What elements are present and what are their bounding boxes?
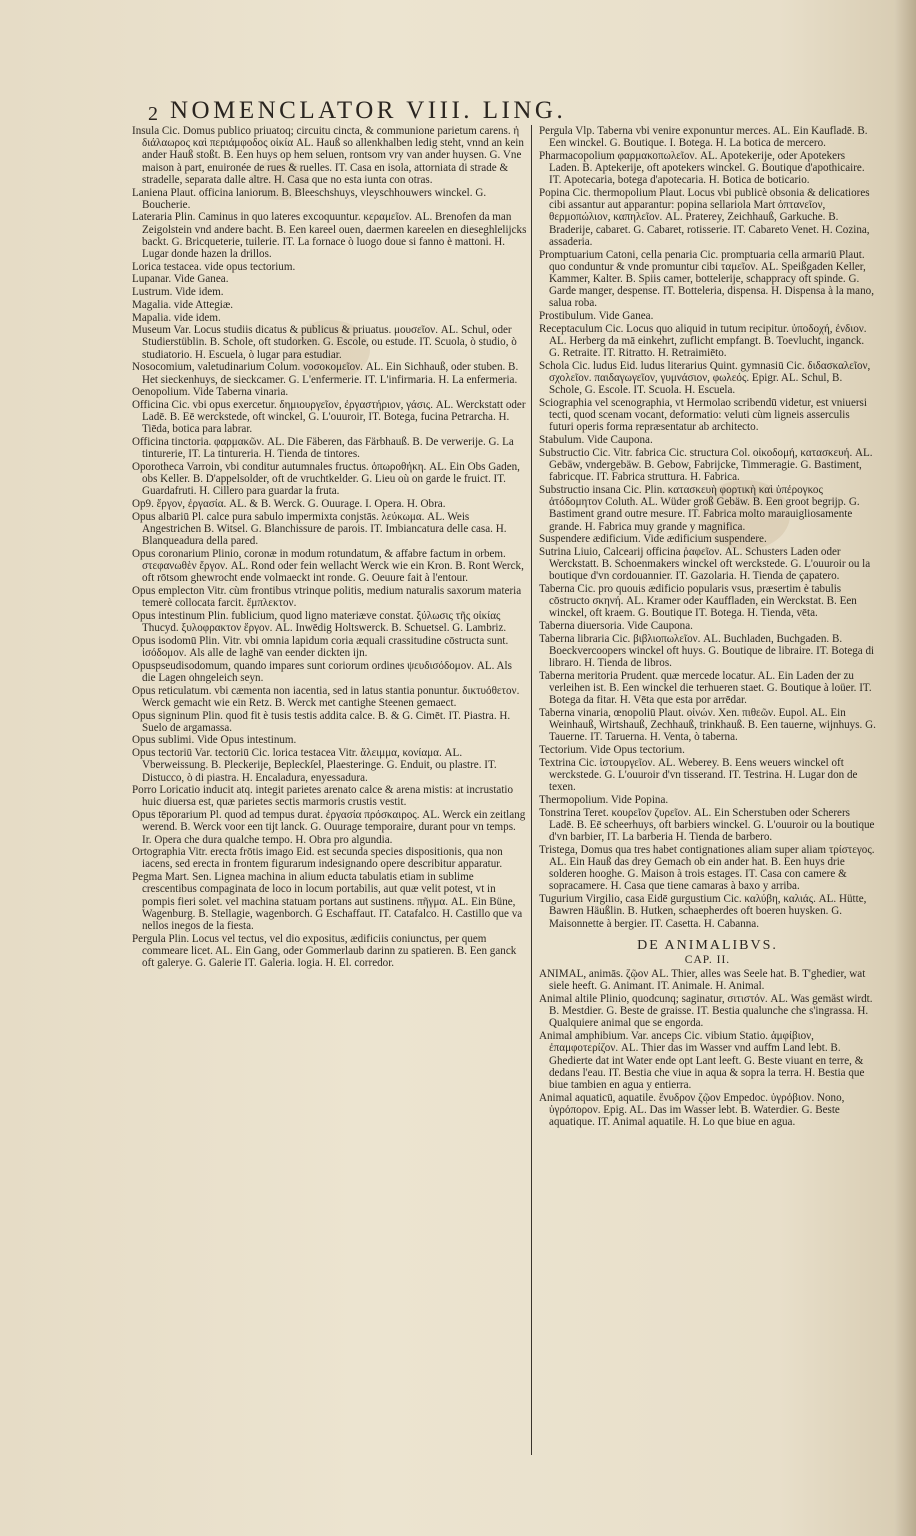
dictionary-entry: Popina Cic. thermopolium Plaut. Locus vbi publicè obsonia & delicatiores cibi assantur aut apparantur: popina sellariola Mart ὀπτανεῖον, θερμοπώλιον, καπηλεῖον. AL. Praterey, Zeichhauß, Garkuche. B. Braderije, cabaret. G. Cabaret, rotisserie. IT. Cabareto Venet. H. Cozina, assaderia. [539, 187, 870, 248]
dictionary-entry: Animal amphibium. Var. anceps Cic. vibium Statio. ἀμφίβιον, ἐπαμφοτερίζον. AL. Thier das im Wasser vnd auffm Land lebt. B. Ghedierte dat int Water ende opt Lant leeft. G. Beste viuant en terre, & dedans l'eau. IT. Bestia che viue in aqua & sopra la terra. H. Bestia que biue tambien en agua y entierra. [539, 1030, 865, 1091]
dictionary-entry: Taberna Cic. pro quouis ædificio popularis vsus, præsertim è tabulis cōstructo σκηνή. AL. Kramer oder Kauffladen, ein Werckstat. B. Een winckel, oft kraem. G. Boutique IT. Botega. H. Tienda, vēta. [539, 583, 857, 620]
right-entries-after [539, 968, 876, 1128]
dictionary-entry: Opus tēporarium Pl. quod ad tempus durat. ἐργασία πρόσκαιρος. AL. Werck ein zeitlang werend. B. Werck voor een tijt lanck. G. Ouurage temporaire, durant pour vn temps. Ir. Opera che dura qualche tempo. H. Obra pro algundia. [132, 809, 526, 846]
dictionary-entry: Taberna diuersoria. Vide Caupona. [539, 620, 693, 633]
dictionary-entry: Officina Cic. vbi opus exercetur. δημιουργεῖον, ἐργαστήριον, γάσις. AL. Werckstatt oder Ladē. B. Eē werckstede, oft winckel, G. L'ouuroir, IT. Botega, fucina Petrarcha. H. Tiēda, botica para labrar. [132, 398, 526, 436]
dictionary-entry: ANIMAL, animās. ζῷον AL. Thier, alles was Seele hat. B. T'ghedier, wat siele heeft. G. Animant. IT. Animale. H. Animal. [539, 968, 866, 993]
dictionary-entry: Taberna meritoria Prudent. quæ mercede locatur. AL. Ein Laden der zu verleihen ist. B. Een winckel die terhueren staet. G. Boutique à loüer. IT. Botega da fitar. H. Vēta que esta por arrēdar. [539, 669, 872, 707]
page-number: 2 [148, 103, 158, 125]
dictionary-entry: Insula Cic. Domus publico priuatoq; circuitu cincta, & communione parietum carens. ἡ διάλαωρος καὶ περιάμφοδος οἰκία AL. Hauß so allenkhalben ledig steht, vnnd an kein ander Hauß stoßt. B. Een huys op hem seluen, rontsom vry van ander huysen. G. Vne maison à part, enuironée de rues & ruelles. IT. Casa en isola, attorniata di strade & stradelle, separata dalle altre. H. Casa que no esta iunta con otras. [132, 125, 524, 186]
dictionary-entry: Schola Cic. ludus Eid. ludus literarius Quint. gymnasiū Cic. διδασκαλεῖον, σχολεῖον. παιδαγωγεῖον, γυμνάσιον, φωλεός. Epigr. AL. Schul, B. Schole, G. Escole. IT. Scuola. H. Escuela. [539, 359, 871, 397]
dictionary-entry: Substructio insana Cic. Plin. κατασκευὴ φορτικὴ καὶ ὑπέρογκος ἀτόδομητον Coluth. AL. Wüder groß Gebäw. B. Een groot begrijp. G. Bastiment grand outre mesure. IT. Fabrica molto marauigliosamente grande. H. Fabrica muy grande y magnifica. [539, 483, 860, 533]
dictionary-entry: Thermopolium. Vide Popina. [539, 793, 669, 806]
dictionary-entry: Tonstrina Teret. κουρεῖον ζυρεῖον. AL. Ein Scherstuben oder Scherers Ladē. B. Eē scheerhuys, oft barbiers winckel. G. L'ouuroir ou la boutique d'vn barbier, IT. La barberia H. Tienda de barbero. [539, 806, 875, 844]
dictionary-entry: Stabulum. Vide Caupona. [539, 434, 653, 447]
dictionary-entry: Lorica testacea. vide opus tectorium. [132, 260, 296, 273]
right-column [539, 125, 876, 1455]
dictionary-entry: Taberna vinaria, œnopoliū Plaut. οἰνών. Xen. πιθεῶν. Eupol. AL. Ein Weinhauß, Wirtshauß, Zechhauß, trinkhauß. B. Een tauerne, wijnhuys. G. Tauerne. IT. Taruerna. H. Venta, ò taberna. [539, 707, 876, 744]
dictionary-entry: Receptaculum Cic. Locus quo aliquid in tutum recipitur. ὑποδοχή, ἐνδιον. AL. Herberg da mā einkehrt, zuflicht empfangt. B. Toevlucht, inganck. G. Retraite. IT. Ritratto. H. Retraimiēto. [539, 322, 867, 360]
dictionary-entry: Taberna libraria Cic. βιβλιοπωλεῖον. AL. Buchladen, Buchgaden. B. Boeckvercoopers winckel oft huys. G. Boutique de libraire. IT. Botega di libraro. H. Tienda de libros. [539, 632, 875, 670]
dictionary-entry: Promptuarium Catoni, cella penaria Cic. promptuaria cella armariū Plaut. quo conduntur & vnde promuntur cibi ταμεῖον. AL. Speißgaden Keller, Kammer, Kalter. B. Spiis camer, bottelerije, schappracy oft spinde. G. Garde manger, despense. IT. Botteleria, dispensa. H. Dispensa à la mano, salua roba. [539, 248, 874, 310]
dictionary-entry: Opus sublimi. Vide Opus intestinum. [132, 734, 297, 747]
dictionary-entry: Animal aquaticū, aquatile. ἔνυδρον ζῷον Empedoc. ὑγρόβιον. Nono, ὑγρόπορον. Epig. AL. Das im Wasser lebt. B. Waterdier. G. Beste aquatique. IT. Animal aquatile. H. Lo que biue en agua. [539, 1091, 845, 1129]
dictionary-entry: Suspendere ædificium. Vide ædificium suspendere. [539, 533, 767, 546]
dictionary-entry: Opuspseudisodomum, quando impares sunt coriorum ordines ψευδισόδομον. AL. Als die Lagen ohngeleich seyn. [132, 659, 512, 684]
dictionary-entry: Tectorium. Vide Opus tectorium. [539, 744, 685, 757]
dictionary-entry: Opus signinum Plin. quod fit è tusis testis addita calce. B. & G. Cimēt. IT. Piastra. H. Suelo de argamassa. [132, 709, 511, 734]
dictionary-entry: Textrina Cic. ἱστουργεῖον. AL. Weberey. B. Eens weuers winckel oft werckstede. G. L'ouuroir d'vn tisserand. IT. Testrina. H. Lugar don de texen. [539, 756, 858, 794]
dictionary-entry: Animal altile Plinio, quodcunq; saginatur, σιτιστόν. AL. Was gemäst wirdt. B. Mestdier. G. Beste de graisse. IT. Bestia qualunche che s'ingrassa. H. Qualquiere animal que se engorda. [539, 993, 873, 1030]
dictionary-entry: Pharmacopolium φαρμακοπωλεῖον. AL. Apotekerije, oder Apotekers Laden. B. Aptekerije, oft apotekers winckel. G. Boutique d'apothicaire. IT. Apotecaria, botega d'apotecaria. H. Botica de boticario. [539, 149, 865, 187]
dictionary-entry: Lateraria Plin. Caminus in quo lateres excoquuntur. κεραμεῖον. AL. Brenofen da man Zeigolstein vnd andere bacht. B. Een kareel ouen, daermen kareelen en dieseghlelijcks backt. G. Bricqueterie, tuilerie. IT. La fornace ò luogo doue si fanno è mattoni. H. Lugar donde hazen la drillos. [132, 211, 527, 261]
dictionary-entry: Opus emplecton Vitr. cùm frontibus vtrinque politis, medium naturalis saxorum materia temerè collocata farcit. ἔμπλεκτον. [132, 585, 522, 610]
page-edge [894, 0, 916, 1536]
dictionary-entry: Sutrina Liuio, Calcearij officina ῥαφεῖον. AL. Schusters Laden oder Werckstatt. B. Schoenmakers winckel oft werckstede. G. L'ouuroir ou la boutique d'vn cordouannier. IT. Gazolaria. H. Tienda de çapatero. [539, 545, 871, 583]
column-divider [531, 125, 532, 1455]
dictionary-entry: Opus albariū Pl. calce pura sabulo impermixta conjstās. λεύκωμα. AL. Weis Angestrichen B. Witsel. G. Blanchissure de parois. IT. Imbiancatura delle casa. H. Blanqueadura della pared. [132, 510, 507, 548]
section-subheading: CAP. II. [684, 953, 731, 966]
dictionary-entry: Porro Loricatio inducit atq. integit parietes arenato calce & arena mistis: at incrustatio huic diuersa est, quæ parietes sectis marmoris crustis vestit. [132, 784, 514, 809]
dictionary-entry: Oenopolium. Vide Taberna vinaria. [132, 386, 289, 399]
page-header [148, 95, 730, 129]
dictionary-entry: Officina tinctoria. φαρμακῶν. AL. Die Fäberen, das Färbhauß. B. De verwerije. G. La tinturerie, IT. La tintureria. H. Tienda de tintores. [132, 436, 514, 461]
dictionary-entry: Lustrum. Vide idem. [132, 286, 224, 299]
dictionary-entry: Tugurium Virgilio, casa Eidē gurgustium Cic. καλύβη, καλιάς. AL. Hütte, Bawren Häußlin. B. Hutken, schaepherdes oft boeren huysken. G. Maisonnette à bergier. IT. Casetta. H. Cabanna. [539, 893, 867, 930]
dictionary-entry: Pergula Plin. Locus vel tectus, vel dio expositus, ædificiis coniunctus, per quem commeare licet. AL. Ein Gang, oder Gommerlaub darinn zu spatieren. B. Een ganck oft galerye. G. Galerie IT. Galeria. logia. H. El. corredor. [132, 932, 517, 970]
dictionary-entry: Opus intestinum Plin. fublicium, quod ligno materiæve constat. ξύλωσις τῆς οἰκίας Thucyd. ξυλοφρακτον ἔργον. AL. Inwēdig Holtswerck. B. Schuetsel. G. Lambriz. [132, 609, 507, 635]
dictionary-entry: Sciographia vel scenographia, vt Hermolao scribendū videtur, est vniuersi tecti, quod scenam vocant, deformatio: veluti cùm ligneis asserculis futuri operis forma repræsentatur ab architecto. [539, 396, 867, 434]
left-column [132, 125, 528, 1455]
dictionary-entry: Opus coronarium Plinio, coronæ in modum rotundatum, & affabre factum in orbem. στεφανωθὲν ἔργον. AL. Rond oder fein wellacht Werck wie ein Kron. B. Ront Werck, oft rōtsom ghewrocht ende volmaeckt int ronde. G. Oeuure fait à l'entour. [132, 547, 524, 585]
dictionary-entry: Opus isodomū Plin. Vitr. vbi omnia lapidum coria æquali crassitudine cōstructa sunt. ἰσόδομον. Als alle de laghē van eender dickten ijn. [132, 634, 509, 660]
right-entries [539, 125, 876, 930]
dictionary-entry: Opus tectoriū Var. tectoriū Cic. lorica testacea Vitr. ἄλειμμα, κονίαμα. AL. Vberweissung. B. Pleckerije, Bepleckſel, Plaesteringe. G. Enduit, ou plastre. IT. Distucco, ò di piastra. H. Encaladura, enyessadura. [132, 747, 497, 784]
dictionary-entry: Substructio Cic. Vitr. fabrica Cic. structura Col. οἰκοδομή, κατασκευή. AL. Gebäw, vndergebäw. B. Gebow, Fabrijcke, Timmeragie. G. Bastiment, fabricque. IT. Fabrica struttura. H. Fabrica. [539, 446, 873, 484]
dictionary-entry: Pergula Vlp. Taberna vbi venire exponuntur merces. AL. Ein Kaufladē. B. Een winckel. G. Boutique. I. Botega. H. La botica de mercero. [539, 125, 868, 150]
dictionary-entry: Opus reticulatum. vbi cæmenta non iacentia, sed in latus stantia ponuntur. δικτυόθετον. Werck gemacht wie ein Retz. B. Werck met cantighe Steenen gemaect. [132, 684, 520, 709]
dictionary-entry: Op9. ἔργον, ἐργασία. AL. & B. Werck. G. Ouurage. I. Opera. H. Obra. [132, 498, 446, 511]
dictionary-entry: Nosocomium, valetudinarium Colum. νοσοκομεῖον. AL. Ein Sichhauß, oder stuben. B. Het sieckenhuys, de sieckcamer. G. L'enfermerie. IT. L'infirmaria. H. La enfermeria. [132, 361, 519, 386]
dictionary-entry: Pegma Mart. Sen. Lignea machina in alium educta tabulatis etiam in sublime crescentibus compaginata de loco in locum portabilis, aut quæ velit potest, vt in pompis fieri solet. vel machina statuam portans aut sustinens. πῆγμα. AL. Ein Büne, Wagenburg. B. Stellagie, wagenborch. G Eschaffaut. IT. Catafalco. H. Castillo que va nellos inegos de la fiesta. [132, 871, 523, 932]
dictionary-entry: Prostibulum. Vide Ganea. [539, 310, 654, 323]
dictionary-entry: Oporotheca Varroin, vbi conditur autumnales fructus. ὀπωροθήκη. AL. Ein Obs Gaden, obs Keller. B. D'appelsolder, oft de vruchtkelder. G. Lieu où on garde le fruict. IT. Guardafruti. H. Cillero para guardar la fruta. [132, 460, 520, 498]
running-title: NOMENCLATOR VIII. LING. [170, 97, 567, 124]
section-heading: DE ANIMALIBVS. [637, 937, 778, 953]
dictionary-entry: Mapalia. vide idem. [132, 311, 221, 324]
dictionary-entry: Laniena Plaut. officina laniorum. B. Bleeschshuys, vleyschhouwers winckel. G. Boucherie. [132, 186, 487, 211]
dictionary-entry: Ortographia Vitr. erecta frōtis imago Eid. est secunda species dispositionis, qua non iacens, sed erecta in frontem figurarum indesignando opere describitur apparatur. [132, 846, 503, 871]
dictionary-entry: Lupanar. Vide Ganea. [132, 273, 229, 286]
dictionary-entry: Magalia. vide Attegiæ. [132, 298, 234, 311]
dictionary-entry: Museum Var. Locus studiis dicatus & publicus & priuatus. μουσεῖον. AL. Schul, oder Studierstüblin. B. Schole, oft studorken. G. Escole, ou estude. IT. Scuola, ò studio, ò studiatorio. H. Escuela, ò lugar para estudiar. [132, 324, 517, 361]
dictionary-entry: Tristega, Domus qua tres habet contignationes aliam super aliam τρίστεγος. AL. Ein Hauß das drey Gemach ob ein ander hat. B. Een huys drie solderen hooghe. G. Maison à trois estages. IT. Casa con camere & sopracamere. H. Casa que tiene camaras à baxo y arriba. [539, 843, 875, 893]
